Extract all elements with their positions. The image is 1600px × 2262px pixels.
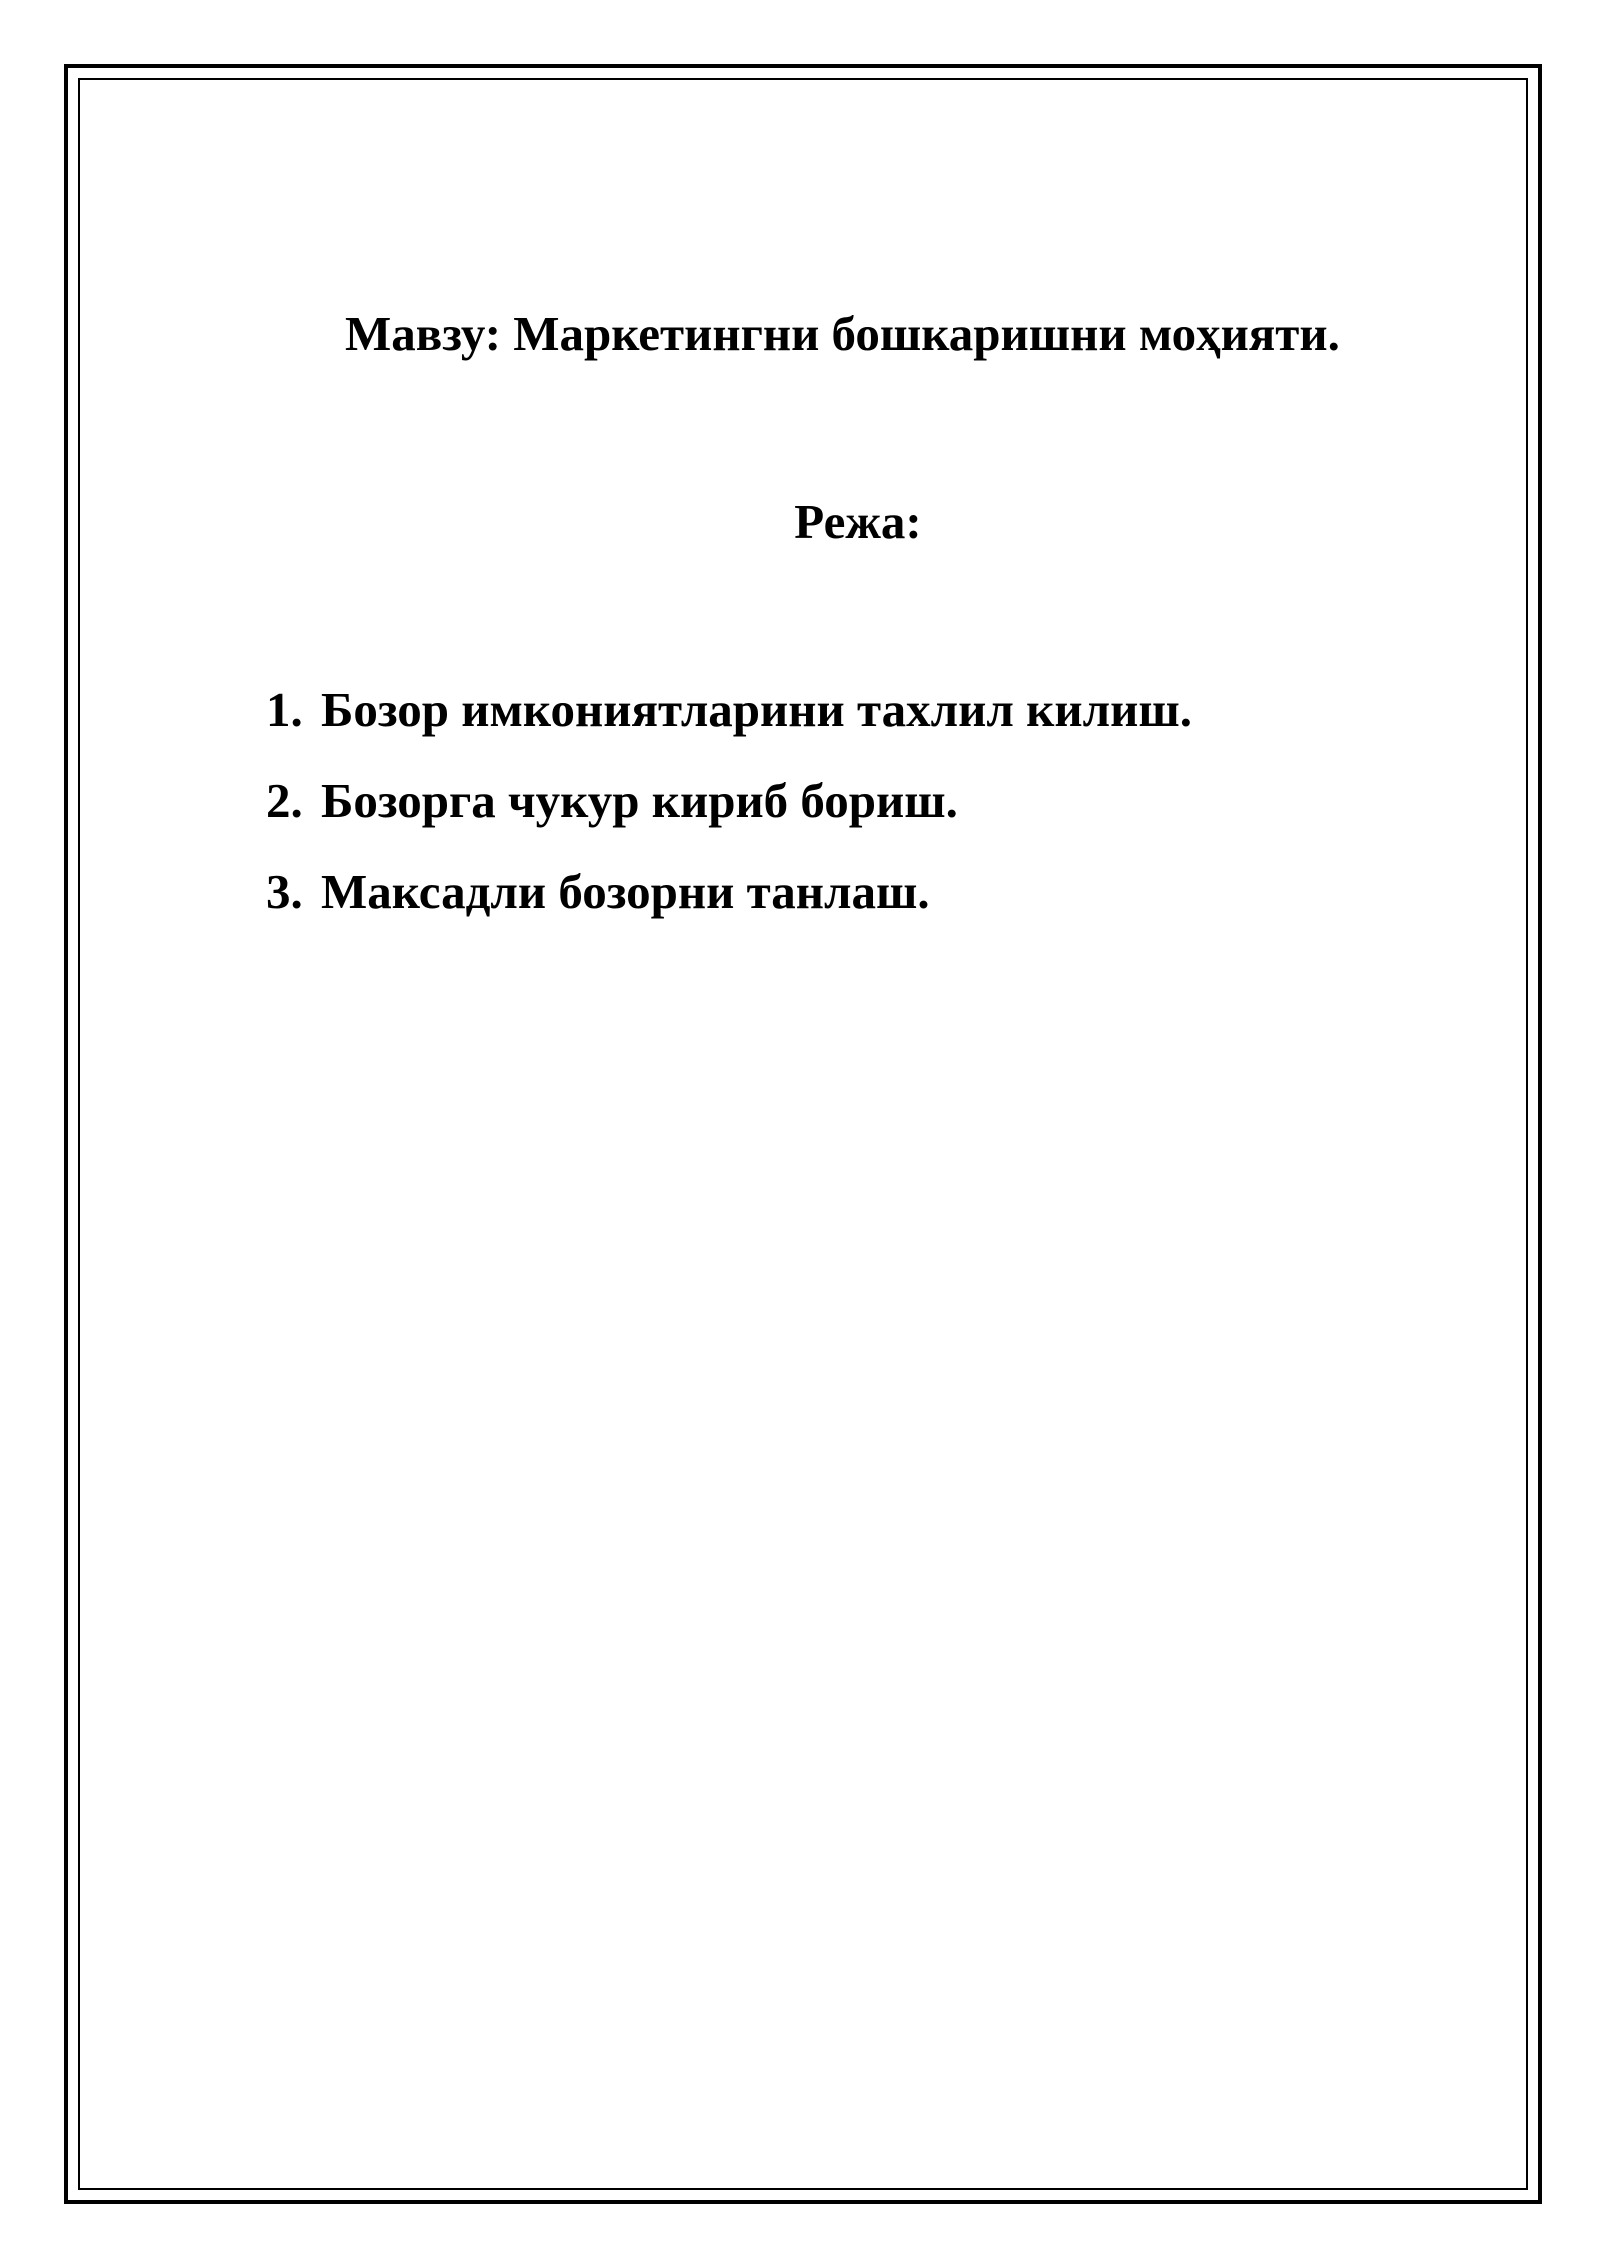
plan-item-1 <box>266 680 1192 740</box>
plan-item-number: 3. <box>266 864 303 919</box>
plan-list <box>266 680 1192 953</box>
plan-item-text: Бозор имкониятларини тахлил килиш. <box>321 682 1192 737</box>
page-border-outer <box>64 64 1542 2204</box>
page-border-inner <box>78 78 1528 2190</box>
plan-item-2 <box>266 771 1192 831</box>
topic-title: Мавзу: Маркетингни бошкаришни моҳияти. <box>345 306 1340 361</box>
plan-item-3 <box>266 862 1192 922</box>
plan-heading: Режа: <box>794 494 922 549</box>
plan-item-number: 1. <box>266 682 303 737</box>
plan-item-number: 2. <box>266 773 303 828</box>
plan-item-text: Максадли бозорни танлаш. <box>321 864 930 919</box>
plan-item-text: Бозорга чукур кириб бориш. <box>321 773 958 828</box>
